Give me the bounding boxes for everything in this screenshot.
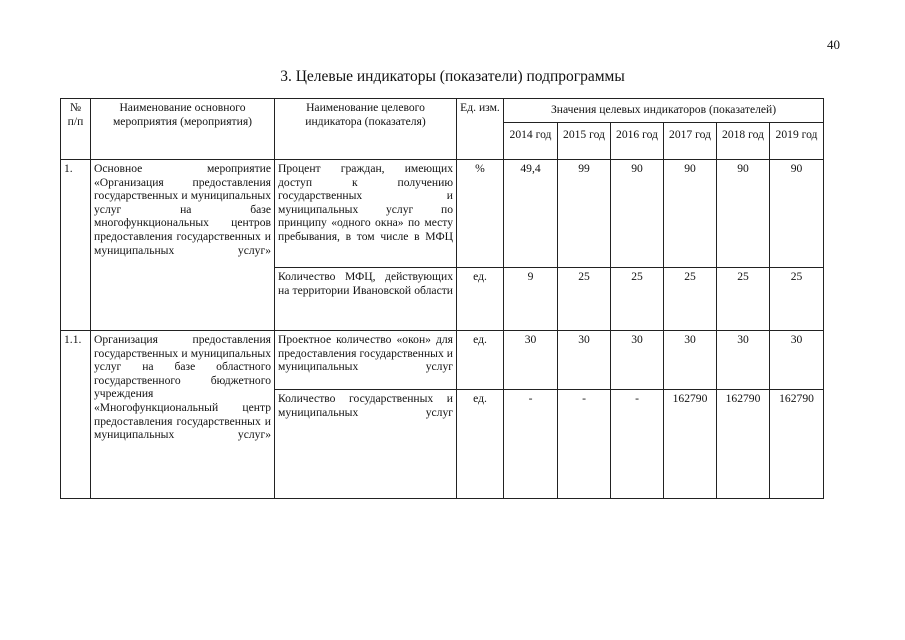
value-2017: 25	[664, 268, 717, 331]
value-2016: 90	[611, 160, 664, 268]
value-2015: -	[558, 390, 611, 499]
value-2019: 162790	[770, 390, 824, 499]
value-2019: 90	[770, 160, 824, 268]
value-2018: 162790	[717, 390, 770, 499]
value-2015: 25	[558, 268, 611, 331]
value-2018: 30	[717, 331, 770, 390]
value-2016: 30	[611, 331, 664, 390]
value-2015: 30	[558, 331, 611, 390]
value-2014: 49,4	[504, 160, 558, 268]
indicator-name: Количество государственных и муниципальных услуг	[275, 390, 457, 499]
header-values: Значения целевых индикаторов (показателей)	[504, 99, 824, 123]
value-2019: 30	[770, 331, 824, 390]
header-year-2016: 2016 год	[611, 123, 664, 160]
page-number: 40	[827, 37, 840, 52]
activity-name: Организация предоставления государственных и муниципальных услуг на базе областного государственного бюджетного учреждения «Многофункциональный центр предоставления государственных и муниципальных услуг»	[91, 331, 275, 499]
indicator-name: Количество МФЦ, действующих на территории Ивановской области	[275, 268, 457, 331]
activity-name: Основное мероприятие «Организация предоставления государственных и муниципальных услуг на базе многофункциональных центров предоставления государственных и муниципальных услуг»	[91, 160, 275, 331]
value-2015: 99	[558, 160, 611, 268]
indicator-name: Проектное количество «окон» для предоставления государственных и муниципальных услуг	[275, 331, 457, 390]
unit-cell: ед.	[457, 390, 504, 499]
header-year-2015: 2015 год	[558, 123, 611, 160]
value-2017: 162790	[664, 390, 717, 499]
unit-cell: ед.	[457, 268, 504, 331]
value-2019: 25	[770, 268, 824, 331]
value-2014: -	[504, 390, 558, 499]
value-2018: 25	[717, 268, 770, 331]
value-2018: 90	[717, 160, 770, 268]
value-2017: 90	[664, 160, 717, 268]
value-2017: 30	[664, 331, 717, 390]
header-number: № п/п	[61, 99, 91, 160]
indicator-name: Процент граждан, имеющих доступ к получению государственных и муниципальных услуг по принципу «одного окна» по месту пребывания, в том числе в МФЦ	[275, 160, 457, 268]
unit-cell: %	[457, 160, 504, 268]
header-year-2018: 2018 год	[717, 123, 770, 160]
value-2014: 9	[504, 268, 558, 331]
unit-cell: ед.	[457, 331, 504, 390]
section-title: 3. Целевые индикаторы (показатели) подпрограммы	[280, 68, 625, 85]
row-number: 1.	[61, 160, 91, 331]
row-number: 1.1.	[61, 331, 91, 499]
header-year-2019: 2019 год	[770, 123, 824, 160]
header-year-2014: 2014 год	[504, 123, 558, 160]
header-unit: Ед. изм.	[457, 99, 504, 160]
value-2016: 25	[611, 268, 664, 331]
header-row	[61, 99, 824, 123]
table-row	[61, 160, 824, 268]
table-row	[61, 331, 824, 390]
value-2016: -	[611, 390, 664, 499]
indicators-table	[60, 98, 824, 499]
value-2014: 30	[504, 331, 558, 390]
header-activity: Наименование основного мероприятия (мероприятия)	[91, 99, 275, 160]
header-indicator: Наименование целевого индикатора (показателя)	[275, 99, 457, 160]
header-year-2017: 2017 год	[664, 123, 717, 160]
